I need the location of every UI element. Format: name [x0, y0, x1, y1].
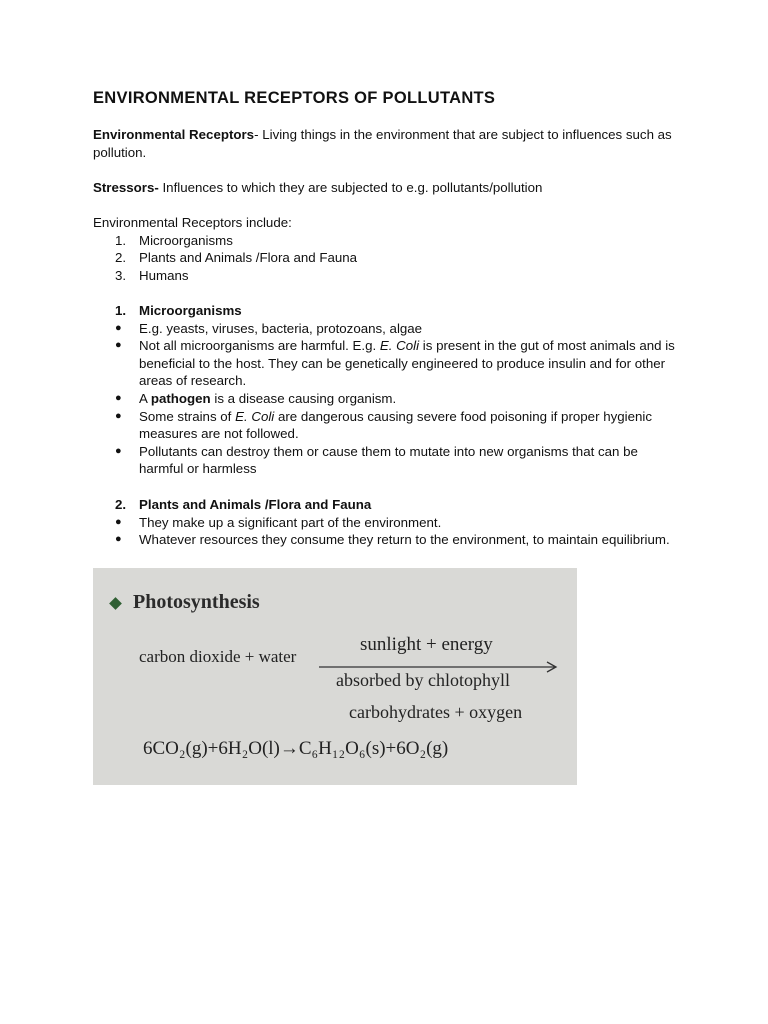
stressors-text: Influences to which they are subjected to e.g. pollutants/pollution [158, 180, 543, 195]
receptors-text: - Living things in the environment that are subject to influences such as pollution. [93, 127, 672, 160]
list-item [93, 267, 683, 285]
bullet-item [93, 531, 683, 549]
photosynthesis-image [93, 568, 577, 785]
bullet-text: They make up a significant part of the environment. [139, 514, 442, 530]
list-item-text: Plants and Animals /Flora and Fauna [139, 250, 358, 266]
bullet-text: E.g. yeasts, viruses, bacteria, protozoans, algae [139, 320, 423, 336]
section-heading-text: Plants and Animals /Flora and Fauna [139, 497, 372, 512]
bullet-text: Some strains of [139, 408, 236, 424]
section-number: 2. [115, 497, 127, 512]
bullet-icon: ● [115, 444, 122, 457]
section-microorganisms [93, 302, 683, 478]
list-item-text: Humans [139, 267, 189, 283]
section-heading [93, 496, 683, 514]
section-heading [93, 302, 683, 320]
microorganisms-bullets [93, 320, 683, 478]
section-number: 1. [115, 303, 127, 318]
chemical-equation: 6CO₂(g)+6H₂O(l)→C₆H₁₂O₆(s)+6O₂(g) [143, 738, 449, 759]
page-title: ENVIRONMENTAL RECEPTORS OF POLLUTANTS [93, 89, 496, 107]
plants-animals-bullets [93, 514, 683, 549]
include-intro: Environmental Receptors include: [93, 215, 292, 230]
bullet-text: Not all microorganisms are harmful. E.g. [139, 338, 380, 354]
stressors-definition [93, 179, 683, 197]
section-plants-animals [93, 496, 683, 549]
section-heading-text: Microorganisms [139, 303, 242, 318]
bullet-icon: ● [115, 321, 122, 334]
bullet-text: A [139, 390, 151, 406]
bullet-item [93, 514, 683, 532]
photosynthesis-heading: Photosynthesis [133, 591, 260, 613]
stressors-term: Stressors- [93, 180, 159, 195]
bullet-icon: ● [115, 409, 122, 422]
bullet-text: is a disease causing organism. [210, 390, 397, 406]
bullet-item [93, 408, 683, 443]
receptors-term: Environmental Receptors [93, 127, 255, 142]
include-list [93, 232, 683, 285]
receptors-definition [93, 126, 683, 161]
bullet-item [93, 390, 683, 408]
bullet-icon: ● [115, 391, 122, 404]
list-item [93, 249, 683, 267]
bullet-item [93, 443, 683, 478]
receptors-include [93, 214, 683, 284]
bullet-text: are dangerous causing severe food poisoning if proper hygienic measures are not followed. [139, 408, 652, 442]
bullet-icon: ● [115, 339, 122, 352]
bullet-item [93, 337, 683, 390]
pathogen-term: pathogen [150, 390, 211, 406]
list-item-text: Microorganisms [139, 232, 233, 248]
list-number: 2. [115, 250, 127, 266]
bullet-text: is present in the gut of most animals and is beneficial to the host. They can be genetically engineered to produce insulin and for other areas of research. [139, 338, 675, 389]
list-item [93, 232, 683, 250]
species-name: E. Coli [235, 408, 275, 424]
reactants-text: carbon dioxide + water [139, 647, 297, 666]
bullet-icon: ● [115, 533, 122, 546]
bullet-item [93, 320, 683, 338]
species-name: E. Coli [379, 338, 420, 354]
list-number: 1. [115, 232, 127, 248]
diamond-bullet-icon [109, 597, 122, 610]
arrow-bottom-text: absorbed by chlotophyll [336, 670, 510, 690]
products-text: carbohydrates + oxygen [349, 702, 523, 722]
bullet-icon: ● [115, 515, 122, 528]
list-number: 3. [115, 267, 127, 283]
bullet-text: Whatever resources they consume they return to the environment, to maintain equilibrium. [139, 532, 670, 548]
arrow-top-text: sunlight + energy [360, 634, 493, 655]
bullet-text: Pollutants can destroy them or cause them to mutate into new organisms that can be harmful or harmless [139, 443, 638, 477]
